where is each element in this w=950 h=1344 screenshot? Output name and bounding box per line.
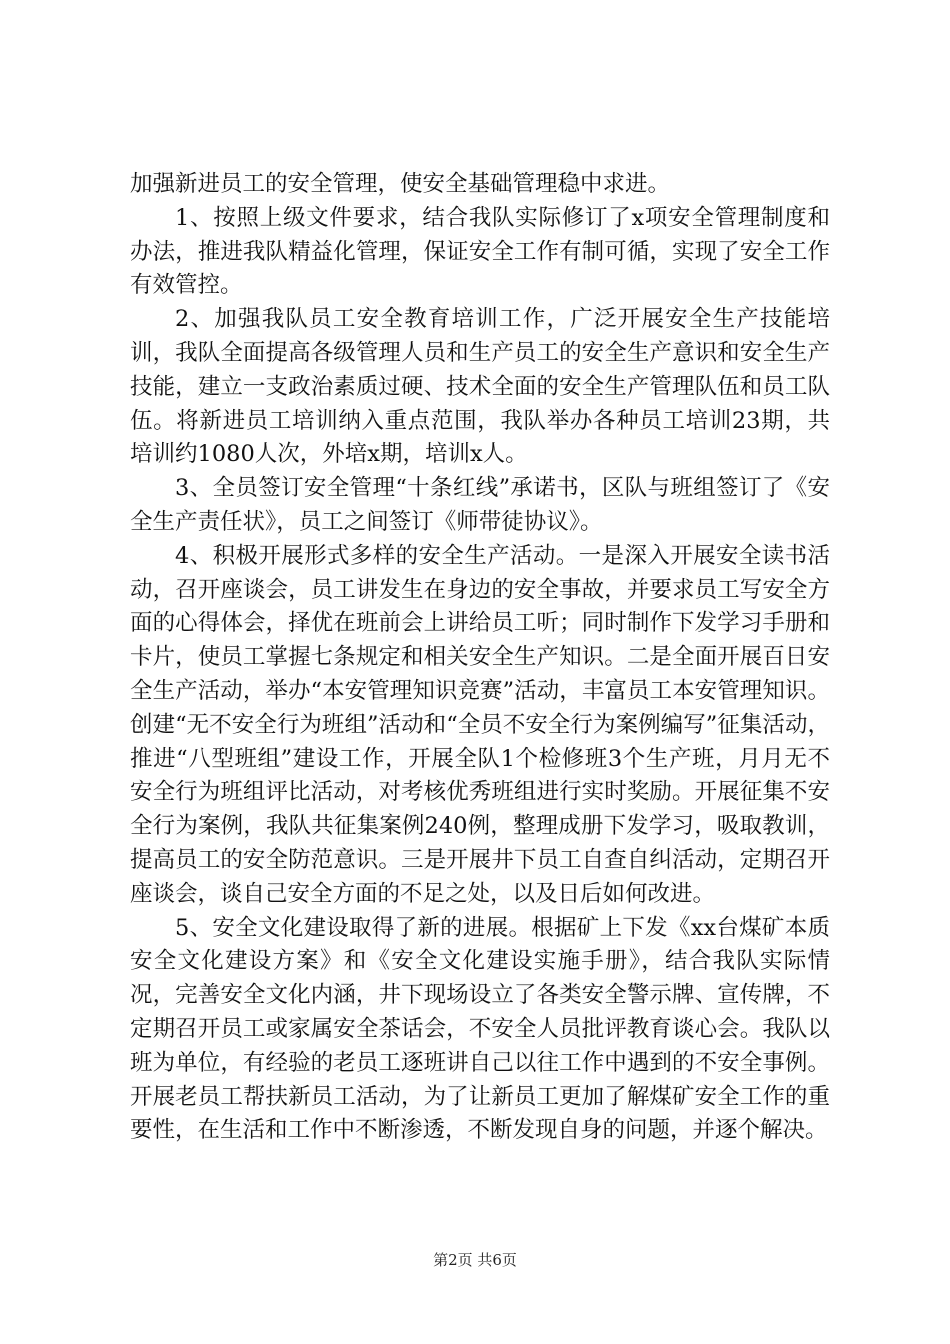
paragraph-item-2: 2、加强我队员工安全教育培训工作，广泛开展安全生产技能培训，我队全面提高各级管理人员和生产员工的安全生产意识和安全生产技能，建立一支政治素质过硬、技术全面的安全生产管理队伍和员工队伍。将新进员工培训纳入重点范围，我队举办各种员工培训23期，共培训约1080人次，外培x期，培训x人。 [130,306,830,468]
paragraph-item-4: 4、积极开展形式多样的安全生产活动。一是深入开展安全读书活动，召开座谈会，员工讲发生在身边的安全事故，并要求员工写安全方面的心得体会，择优在班前会上讲给员工听；同时制作下发学习手册和卡片，使员工掌握七条规定和相关安全生产知识。二是全面开展百日安全生产活动，举办“本安管理知识竞赛”活动，丰富员工本安管理知识。创建“无不安全行为班组”活动和“全员不安全行为案例编写”征集活动，推进“八型班组”建设工作，开展全队1个检修班3个生产班，月月无不安全行为班组评比活动，对考核优秀班组进行实时奖励。开展征集不安全行为案例，我队共征集案例240例，整理成册下发学习，吸取教训，提高员工的安全防范意识。三是开展井下员工自查自纠活动，定期召开座谈会，谈自己安全方面的不足之处，以及日后如何改进。 [130,542,830,907]
paragraph-item-5: 5、安全文化建设取得了新的进展。根据矿上下发《xx台煤矿本质安全文化建设方案》和《安全文化建设实施手册》，结合我队实际情况，完善安全文化内涵，井下现场设立了各类安全警示牌、宣传牌，不定期召开员工或家属安全茶话会，不安全人员批评教育谈心会。我队以班为单位，有经验的老员工逐班讲自己以往工作中遇到的不安全事例。开展老员工帮扶新员工活动，为了让新员工更加了解煤矿安全工作的重要性，在生活和工作中不断渗透，不断发现自身的问题，并逐个解决。 [130,914,830,1144]
document-body [130,168,830,1148]
paragraph-item-1: 1、按照上级文件要求，结合我队实际修订了x项安全管理制度和办法，推进我队精益化管理，保证安全工作有制可循，实现了安全工作有效管控。 [130,204,830,299]
page-number-footer: 第2页 共6页 [433,1251,517,1269]
paragraph-continuation: 加强新进员工的安全管理，使安全基础管理稳中求进。 [130,171,671,197]
paragraph-item-3: 3、全员签订安全管理“十条红线”承诺书，区队与班组签订了《安全生产责任状》，员工之间签订《师带徒协议》。 [130,475,830,535]
